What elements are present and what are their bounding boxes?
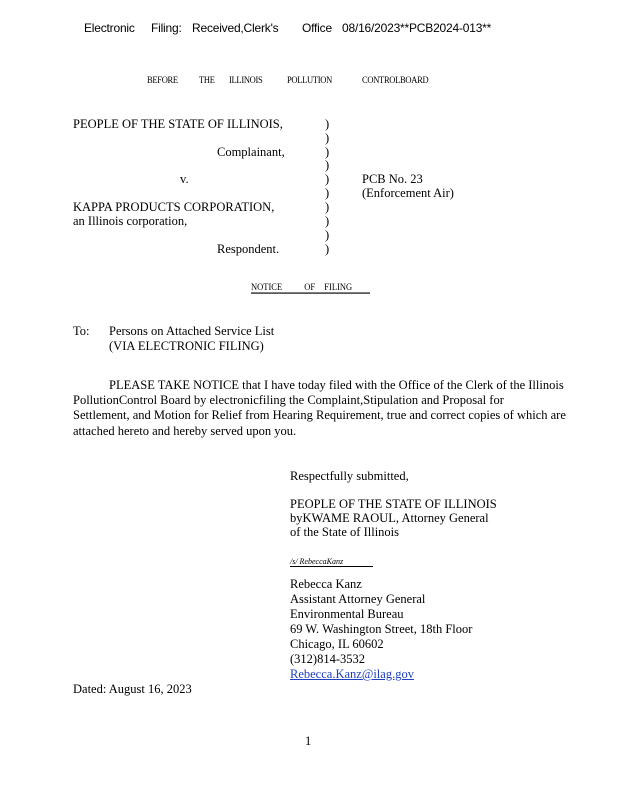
caption-defendant-desc: an Illinois corporation, <box>73 214 188 228</box>
board-heading-illinois: ILLINOIS <box>229 74 263 86</box>
to-label: To: <box>73 324 90 338</box>
caption-defendant: KAPPA PRODUCTS CORPORATION, <box>73 200 275 214</box>
caption-paren: ) <box>325 242 330 256</box>
to-recipients: Persons on Attached Service List <box>109 324 275 338</box>
notice-title-of: OF <box>304 281 316 293</box>
caption-paren: ) <box>325 145 330 159</box>
caption-paren: ) <box>325 214 330 228</box>
notice-title-notice: NOTICE <box>251 281 283 293</box>
state-line: of the State of Illinois <box>290 525 400 539</box>
dated-line: Dated: August 16, 2023 <box>73 682 192 696</box>
caption-plaintiff: PEOPLE OF THE STATE OF ILLINOIS, <box>73 117 283 131</box>
signing-party: PEOPLE OF THE STATE OF ILLINOIS <box>290 497 497 511</box>
to-delivery-method: (VIA ELECTRONIC FILING) <box>109 339 264 353</box>
caption-paren: ) <box>325 131 330 145</box>
board-heading-pollution: POLLUTION <box>287 74 332 86</box>
electronic-signature: /s/ RebeccaKanz <box>290 557 373 567</box>
phone-number: (312)814-3532 <box>290 652 365 666</box>
stamp-word-received: Received,Clerk's <box>192 21 279 35</box>
caption-paren: ) <box>325 228 330 242</box>
board-heading-before: BEFORE <box>147 74 178 86</box>
board-heading-the: THE <box>199 74 215 86</box>
stamp-word-filing: Filing: <box>151 21 182 35</box>
page-number: 1 <box>305 734 312 748</box>
email-link[interactable]: Rebecca.Kanz@ilag.gov <box>290 667 414 681</box>
closing: Respectfully submitted, <box>290 469 409 483</box>
caption-complainant-label: Complainant, <box>217 145 285 159</box>
caption-case-type: (Enforcement Air) <box>362 186 454 200</box>
caption-paren: ) <box>325 172 330 186</box>
body-line: PollutionControl Board by electronicfiling the Complaint,Stipulation and Proposal for <box>73 393 504 407</box>
address-city: Chicago, IL 60602 <box>290 637 384 651</box>
signer-bureau: Environmental Bureau <box>290 607 404 621</box>
stamp-date-docket: 08/16/2023**PCB2024-013** <box>342 21 492 35</box>
caption-paren: ) <box>325 158 330 172</box>
signer-name: Rebecca Kanz <box>290 577 362 591</box>
by-attorney-general: byKWAME RAOUL, Attorney General <box>290 511 489 525</box>
caption-case-number: PCB No. 23 <box>362 172 423 186</box>
notice-of-filing-title <box>251 281 370 294</box>
caption-paren: ) <box>325 200 330 214</box>
board-heading-controlboard: CONTROLBOARD <box>362 74 429 86</box>
address-street: 69 W. Washington Street, 18th Floor <box>290 622 473 636</box>
signer-title: Assistant Attorney General <box>290 592 426 606</box>
body-line: PLEASE TAKE NOTICE that I have today filed with the Office of the Clerk of the Illinois <box>109 378 564 392</box>
body-line: attached hereto and hereby served upon you. <box>73 424 297 438</box>
body-line: Settlement, and Motion for Relief from Hearing Requirement, true and correct copies of which are <box>73 408 566 422</box>
caption-respondent-label: Respondent. <box>217 242 280 256</box>
caption-paren: ) <box>325 117 330 131</box>
caption-paren: ) <box>325 186 330 200</box>
caption-versus: v. <box>180 172 189 186</box>
stamp-word-electronic: Electronic <box>84 21 135 35</box>
stamp-word-office: Office <box>302 21 332 35</box>
notice-title-filing: FILING <box>324 281 353 293</box>
